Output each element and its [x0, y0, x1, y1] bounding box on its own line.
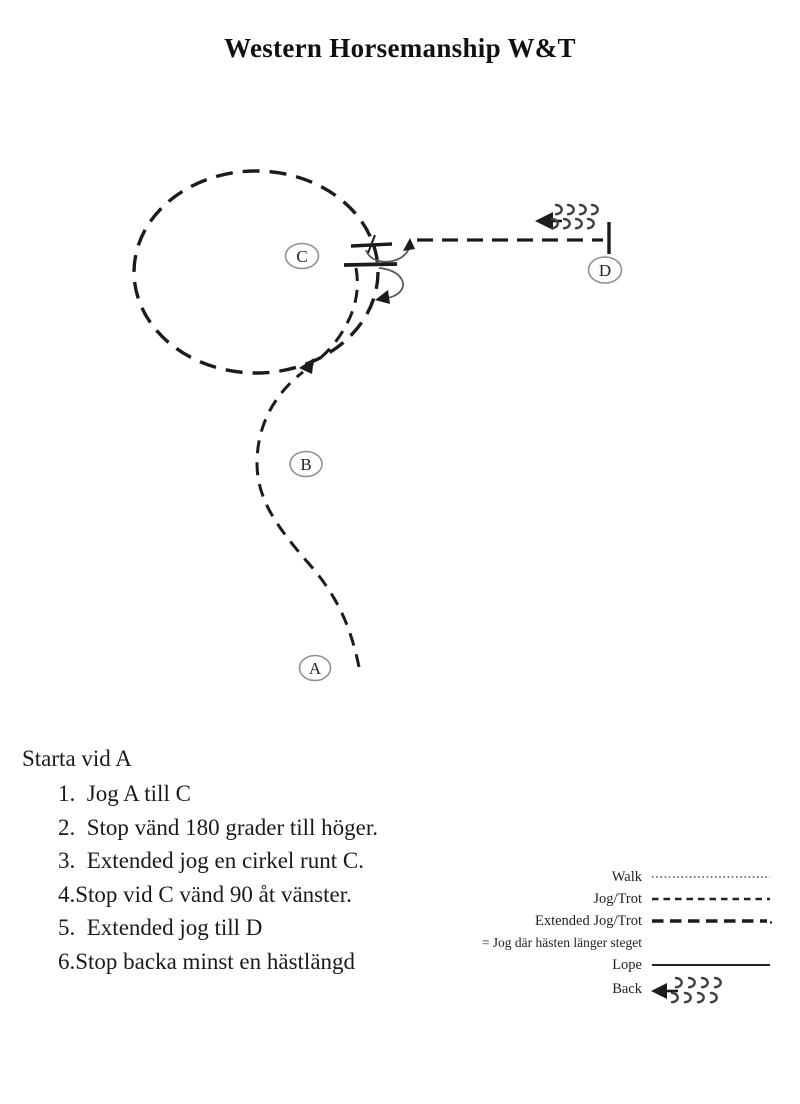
extended-jog-circle: [134, 171, 378, 373]
legend-label: Lope: [612, 956, 642, 973]
jog-path-a-to-c: [257, 372, 359, 667]
legend-row-extended-jog: [450, 910, 790, 932]
instruction-step: 2. Stop vänd 180 grader till höger.: [58, 814, 379, 840]
instructions-block: [22, 741, 378, 979]
marker-b: [290, 452, 322, 477]
legend-label: Extended Jog/Trot: [534, 912, 642, 929]
back-arrowhead-icon: [651, 983, 667, 999]
page-title: Western Horsemanship W&T: [224, 33, 576, 63]
marker-d: [589, 257, 622, 283]
turn-180-arrowhead-icon: [375, 290, 390, 304]
marker-a-label: A: [308, 659, 322, 678]
marker-a: [300, 656, 331, 681]
legend-note-text: = Jog där hästen länger steget: [481, 935, 642, 950]
legend-row-back: [450, 976, 790, 1006]
marker-c-label: C: [296, 247, 308, 266]
turn-90-arrowhead-icon: [403, 238, 415, 251]
turn-180-right-arrow: [379, 268, 403, 298]
extended-jog-line-sample: [650, 916, 782, 926]
lope-line-sample: [650, 960, 782, 970]
gait-legend: [450, 866, 790, 1006]
back-hoofprints-sample: [650, 976, 782, 1006]
legend-label: Walk: [611, 868, 642, 885]
back-arrowhead-icon: [535, 212, 553, 230]
instruction-step: 1. Jog A till C: [58, 781, 191, 806]
legend-row-lope: [450, 954, 790, 976]
legend-row-note: [450, 932, 790, 954]
instruction-step: 5. Extended jog till D: [58, 915, 263, 941]
legend-label: Jog/Trot: [593, 890, 642, 907]
legend-label: Back: [612, 981, 642, 997]
legend-row-jog: [450, 888, 790, 910]
marker-d-label: D: [598, 261, 612, 280]
back-symbol: [535, 205, 598, 230]
marker-b-label: B: [300, 455, 312, 474]
instructions-intro: Starta vid A: [22, 746, 132, 771]
jog-line-sample: [650, 894, 782, 904]
instruction-step: 3. Extended jog en cirkel runt C.: [58, 848, 364, 874]
instruction-step: 6.Stop backa minst en hästlängd: [58, 948, 356, 974]
stop-bar-lower: [344, 264, 397, 265]
legend-row-walk: [450, 866, 790, 888]
turn-90-left-arrow: [366, 247, 409, 262]
marker-c: [286, 244, 319, 269]
instruction-step: 4.Stop vid C vänd 90 åt vänster.: [58, 881, 352, 907]
walk-line-sample: [650, 872, 782, 882]
